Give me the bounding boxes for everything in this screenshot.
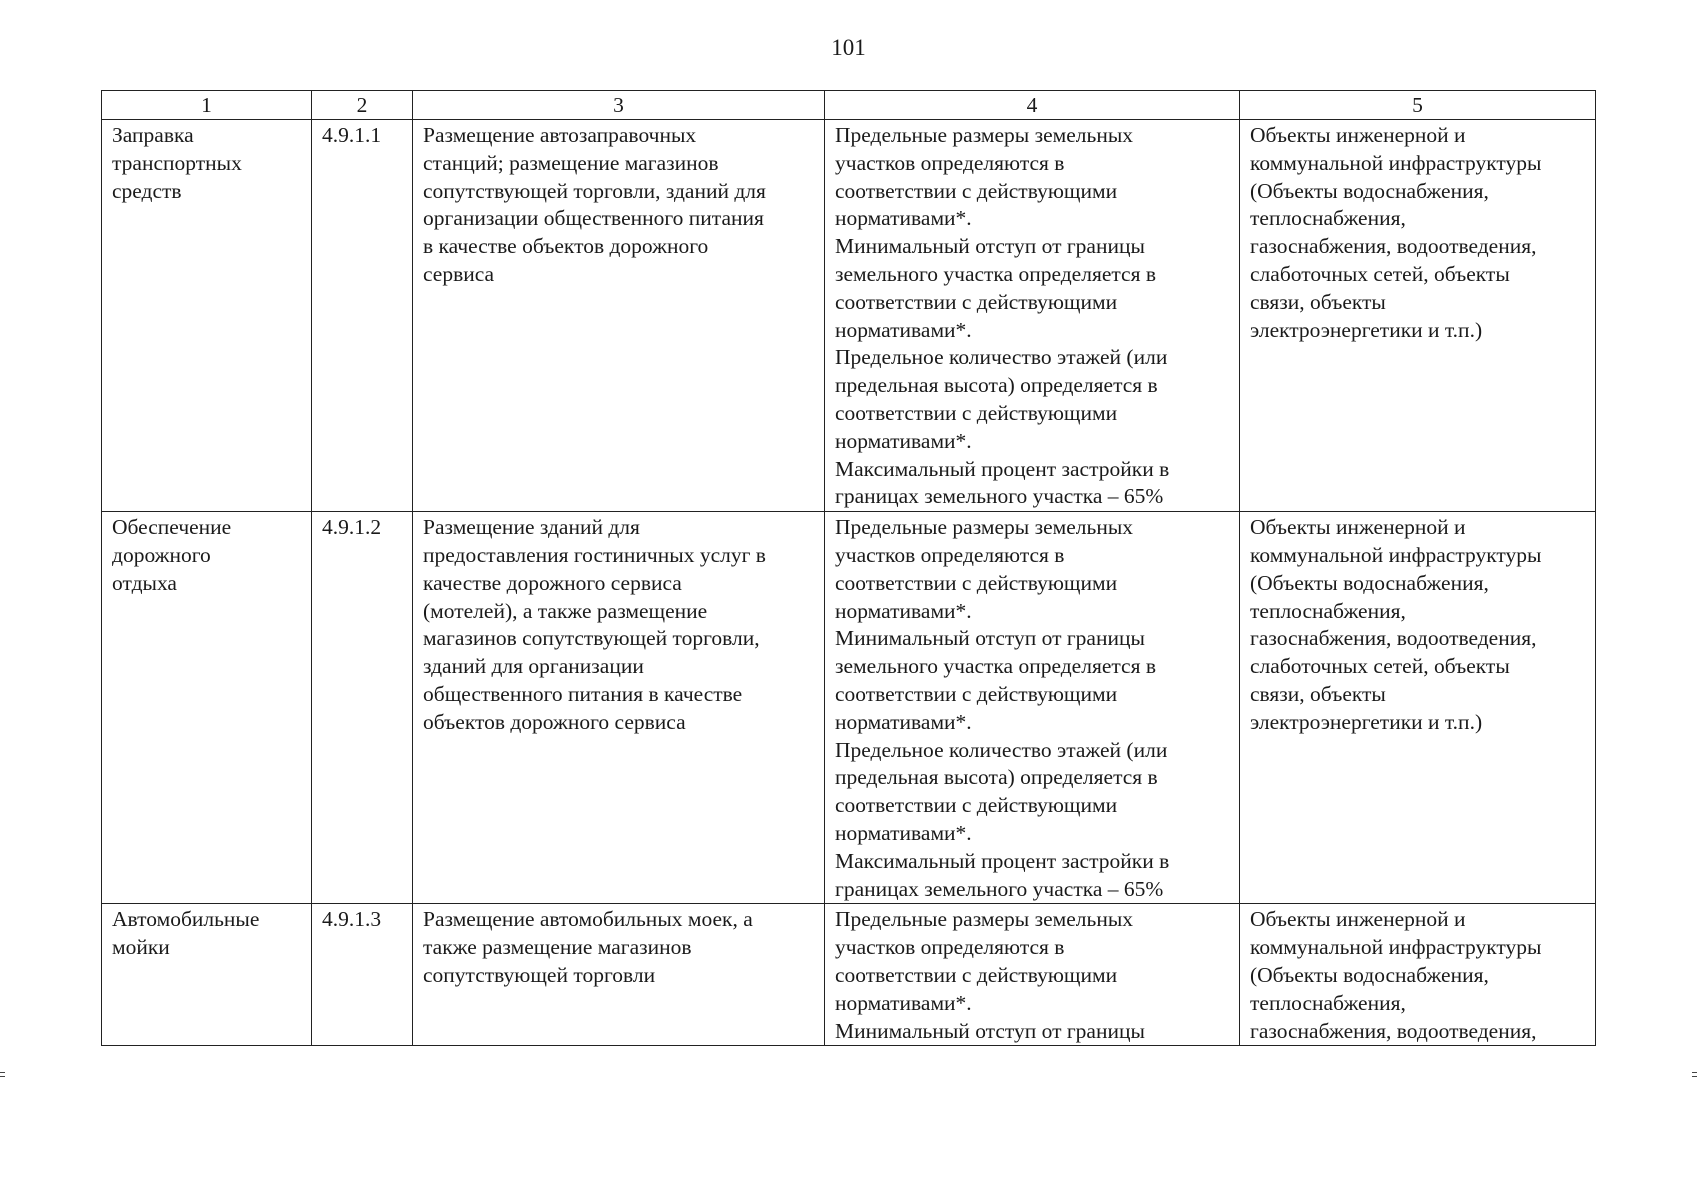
cell-text-line: Предельное количество этажей (или xyxy=(835,737,1168,762)
cell-text-line: Максимальный процент застройки в xyxy=(835,456,1170,481)
cell-text-line: слаботочных сетей, объекты xyxy=(1250,261,1510,286)
cell-text-line: Объекты инженерной и xyxy=(1250,907,1466,932)
table-row xyxy=(102,120,1596,512)
cell-text-line: Размещение зданий для xyxy=(423,515,640,540)
cell-text-line: сопутствующей торговли xyxy=(423,962,656,987)
cell-text-line: нормативами*. xyxy=(835,820,972,845)
auxiliary-uses-cell xyxy=(1240,512,1596,904)
cell-text-line: Объекты инженерной и xyxy=(1250,123,1466,147)
cell-text-line: Обеспечение xyxy=(112,515,232,540)
cell-text-line: средств xyxy=(112,178,182,203)
cell-text-line: предельная высота) определяется в xyxy=(835,373,1158,398)
cell-text-line: мойки xyxy=(112,935,170,960)
cell-text-line: соответствии с действующими xyxy=(835,570,1118,595)
parameters-cell xyxy=(825,904,1240,1046)
table-header-row xyxy=(102,91,1596,120)
cell-text-line: (мотелей), а также размещение xyxy=(423,598,708,623)
land-use-type-cell xyxy=(102,512,312,904)
description-cell xyxy=(413,120,825,512)
column-header-3: 3 xyxy=(413,91,825,120)
cell-text-line: сопутствующей торговли, зданий для xyxy=(423,178,766,203)
cell-text-line: Минимальный отступ от границы xyxy=(835,626,1145,651)
column-header-5: 5 xyxy=(1240,91,1596,120)
cell-text-line: теплоснабжения, xyxy=(1250,990,1406,1015)
cell-text-line: отдыха xyxy=(112,570,177,595)
cell-text-line: организации общественного питания xyxy=(423,206,764,231)
cell-text-line: соответствии с действующими xyxy=(835,793,1118,818)
cell-text-line: земельного участка определяется в xyxy=(835,654,1156,679)
cell-text-line: Минимальный отступ от границы xyxy=(835,1018,1145,1043)
cell-text-line: электроэнергетики и т.п.) xyxy=(1250,709,1483,734)
column-header-4: 4 xyxy=(825,91,1240,120)
scan-edge-mark-right xyxy=(1692,1072,1697,1077)
cell-text-line: сервиса xyxy=(423,261,495,286)
cell-text-line: Минимальный отступ от границы xyxy=(835,234,1145,259)
cell-text-line: нормативами*. xyxy=(835,317,972,342)
cell-text-line: теплоснабжения, xyxy=(1250,206,1406,231)
cell-text-line: дорожного xyxy=(112,542,211,567)
cell-text-line: Размещение автомобильных моек, а xyxy=(423,907,753,932)
cell-text-line: соответствии с действующими xyxy=(835,289,1118,314)
cell-text-line: транспортных xyxy=(112,150,242,175)
cell-text-line: соответствии с действующими xyxy=(835,400,1118,425)
cell-text-line: связи, объекты xyxy=(1250,681,1386,706)
cell-text-line: слаботочных сетей, объекты xyxy=(1250,654,1510,679)
cell-text-line: нормативами*. xyxy=(835,428,972,453)
cell-text-line: также размещение магазинов xyxy=(423,935,692,960)
page-number: 101 xyxy=(831,35,866,60)
cell-text-line: предельная высота) определяется в xyxy=(835,765,1158,790)
cell-text-line: границах земельного участка – 65% xyxy=(835,484,1164,509)
land-use-type-cell xyxy=(102,120,312,512)
description-cell xyxy=(413,904,825,1046)
cell-text-line: магазинов сопутствующей торговли, xyxy=(423,626,760,651)
cell-text-line: (Объекты водоснабжения, xyxy=(1250,178,1489,203)
parameters-cell xyxy=(825,120,1240,512)
cell-text-line: электроэнергетики и т.п.) xyxy=(1250,317,1483,342)
cell-text-line: нормативами*. xyxy=(835,709,972,734)
cell-text-line: Размещение автозаправочных xyxy=(423,123,697,147)
parameters-cell xyxy=(825,512,1240,904)
scan-edge-mark-left xyxy=(0,1072,5,1077)
cell-text-line: Предельные размеры земельных xyxy=(835,515,1134,540)
auxiliary-uses-cell xyxy=(1240,904,1596,1046)
cell-text-line: земельного участка определяется в xyxy=(835,261,1156,286)
land-use-type-cell xyxy=(102,904,312,1046)
description-cell xyxy=(413,512,825,904)
cell-text-line: нормативами*. xyxy=(835,206,972,231)
cell-text-line: Предельные размеры земельных xyxy=(835,907,1134,932)
cell-text-line: станций; размещение магазинов xyxy=(423,150,719,175)
cell-text-line: (Объекты водоснабжения, xyxy=(1250,570,1489,595)
cell-text-line: в качестве объектов дорожного xyxy=(423,234,709,259)
cell-text-line: коммунальной инфраструктуры xyxy=(1250,542,1542,567)
zoning-table xyxy=(101,90,1596,1046)
code-cell: 4.9.1.3 xyxy=(312,904,413,1046)
cell-text-line: предоставления гостиничных услуг в xyxy=(423,542,766,567)
cell-text-line: (Объекты водоснабжения, xyxy=(1250,962,1489,987)
auxiliary-uses-cell xyxy=(1240,120,1596,512)
cell-text-line: газоснабжения, водоотведения, xyxy=(1250,234,1537,259)
cell-text-line: газоснабжения, водоотведения, xyxy=(1250,1018,1537,1043)
cell-text-line: соответствии с действующими xyxy=(835,962,1118,987)
cell-text-line: зданий для организации xyxy=(423,654,644,679)
cell-text-line: коммунальной инфраструктуры xyxy=(1250,150,1542,175)
cell-text-line: связи, объекты xyxy=(1250,289,1386,314)
column-header-1: 1 xyxy=(102,91,312,120)
cell-text-line: Автомобильные xyxy=(112,907,260,932)
cell-text-line: соответствии с действующими xyxy=(835,178,1118,203)
cell-text-line: теплоснабжения, xyxy=(1250,598,1406,623)
cell-text-line: соответствии с действующими xyxy=(835,681,1118,706)
cell-text-line: Объекты инженерной и xyxy=(1250,515,1466,540)
cell-text-line: Заправка xyxy=(112,123,194,147)
cell-text-line: Предельные размеры земельных xyxy=(835,123,1134,147)
cell-text-line: участков определяются в xyxy=(835,542,1065,567)
cell-text-line: общественного питания в качестве xyxy=(423,681,743,706)
cell-text-line: участков определяются в xyxy=(835,150,1065,175)
column-header-2: 2 xyxy=(312,91,413,120)
cell-text-line: участков определяются в xyxy=(835,935,1065,960)
cell-text-line: Максимальный процент застройки в xyxy=(835,848,1170,873)
code-cell: 4.9.1.1 xyxy=(312,120,413,512)
cell-text-line: коммунальной инфраструктуры xyxy=(1250,935,1542,960)
cell-text-line: газоснабжения, водоотведения, xyxy=(1250,626,1537,651)
cell-text-line: нормативами*. xyxy=(835,598,972,623)
table-row xyxy=(102,904,1596,1046)
cell-text-line: нормативами*. xyxy=(835,990,972,1015)
code-cell: 4.9.1.2 xyxy=(312,512,413,904)
cell-text-line: границах земельного участка – 65% xyxy=(835,876,1164,901)
cell-text-line: качестве дорожного сервиса xyxy=(423,570,682,595)
cell-text-line: объектов дорожного сервиса xyxy=(423,709,686,734)
cell-text-line: Предельное количество этажей (или xyxy=(835,345,1168,370)
table-row xyxy=(102,512,1596,904)
